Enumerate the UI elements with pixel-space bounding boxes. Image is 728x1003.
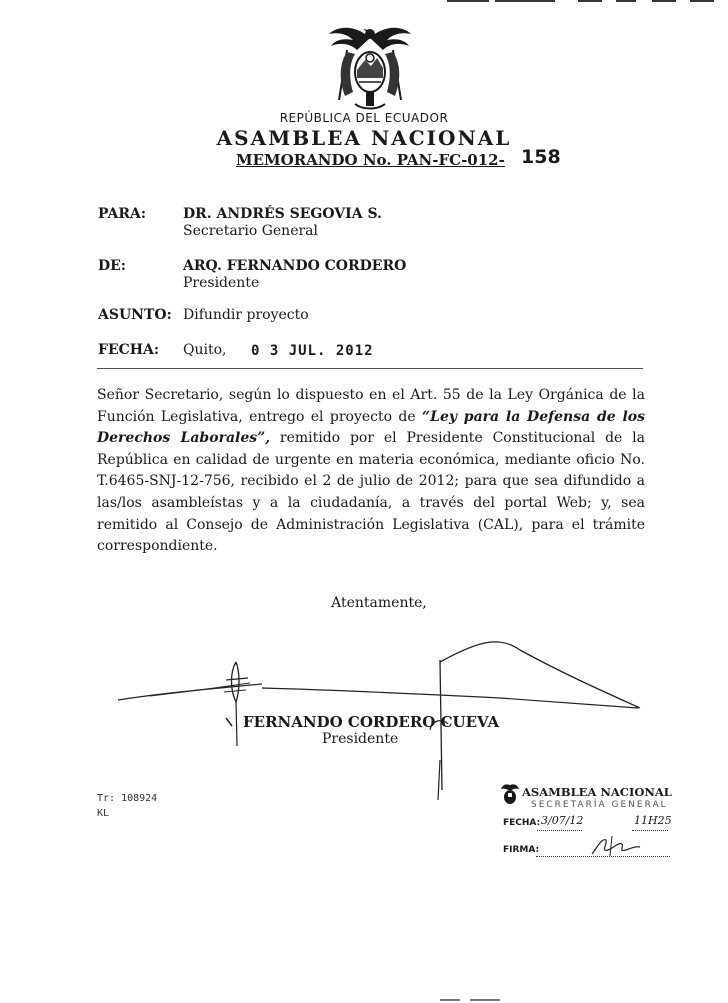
initials: KL	[97, 808, 110, 819]
memo-number: 158	[521, 146, 561, 168]
de-title: Presidente	[183, 275, 260, 291]
receiver-signature	[588, 834, 642, 858]
signatory-role: Presidente	[322, 731, 399, 747]
para-title: Secretario General	[183, 223, 319, 239]
asunto-label: ASUNTO:	[98, 307, 172, 323]
asunto-value: Difundir proyecto	[183, 307, 309, 323]
scan-mark	[470, 999, 500, 1001]
stamp-time-line	[632, 829, 668, 831]
stamp-subtitle: SECRETARÍA GENERAL	[531, 800, 668, 810]
country-name: REPÚBLICA DEL ECUADOR	[279, 111, 449, 125]
de-label: DE:	[98, 258, 126, 274]
stamp-time-value: 11H25	[634, 814, 672, 827]
closing-line: Atentamente,	[331, 595, 427, 611]
stamp-date-line	[537, 829, 582, 831]
institution-name: ASAMBLEA NACIONAL	[216, 126, 512, 150]
stamp-title: ASAMBLEA NACIONAL	[522, 785, 672, 799]
tracking-number: Tr: 108924	[97, 793, 158, 804]
project-title: “Ley para la Defensa de los Derechos Laborales”,	[97, 408, 645, 447]
body-text-rest: remitido por el Presidente Constitucional de la República en calidad de urgente en materia económica, mediante oficio No. T.6465-SNJ-12-756, recibido el 2 de julio de 2012; para que sea difundido a las/los asambleístas y a la ciudadanía, a través del portal Web; y, sea remitido al Consejo de Administración Legislativa (CAL), para el trámite correspondiente.	[97, 430, 645, 555]
memo-title: MEMORANDO No. PAN-FC-012-	[236, 151, 505, 169]
para-label: PARA:	[98, 206, 147, 222]
date-stamp: 0 3 JUL. 2012	[251, 343, 374, 359]
stamp-date-value: 3/07/12	[541, 814, 584, 827]
stamp-emblem-icon	[501, 783, 519, 805]
fecha-city: Quito,	[183, 342, 227, 358]
signatory-name: FERNANDO CORDERO CUEVA	[243, 713, 500, 731]
body-text-intro: Señor Secretario, según lo dispuesto en el Art. 55 de la Ley Orgánica de la Función Legislativa, entrego el proyecto de	[97, 387, 645, 425]
fecha-label: FECHA:	[98, 342, 160, 358]
para-name: DR. ANDRÉS SEGOVIA S.	[183, 206, 382, 222]
stamp-sign-label: FIRMA:	[503, 845, 540, 855]
scan-mark	[440, 999, 460, 1001]
stamp-date-label: FECHA:	[503, 818, 541, 828]
de-name: ARQ. FERNANDO CORDERO	[183, 258, 407, 274]
